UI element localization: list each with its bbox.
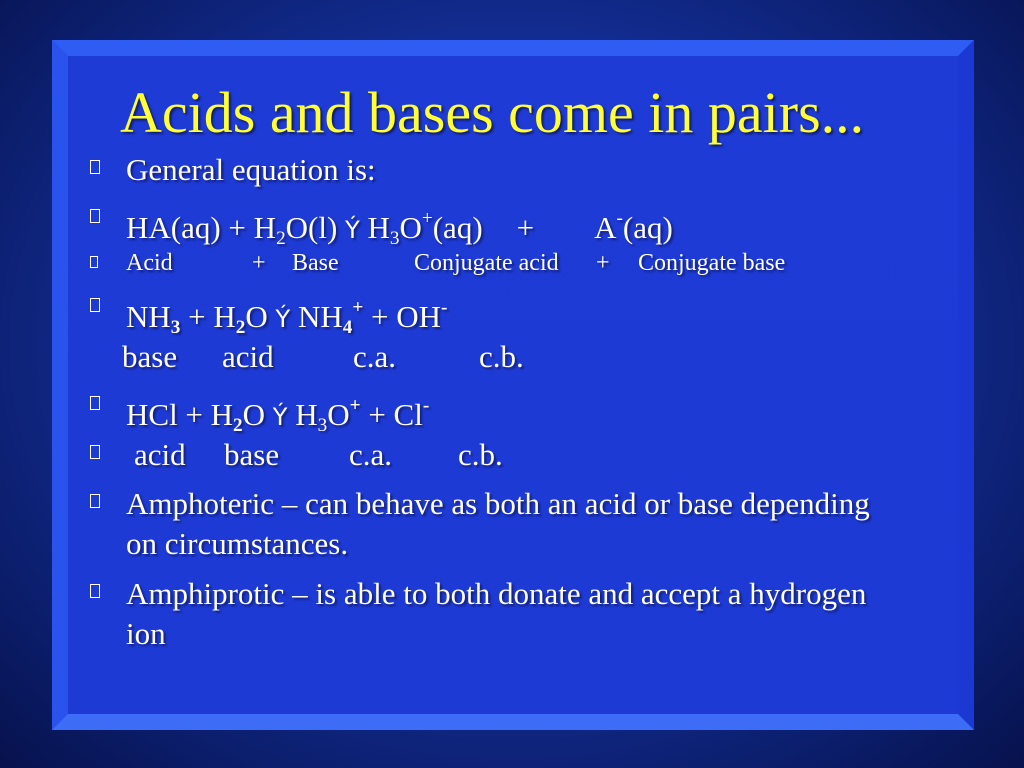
- amphoteric-text: Amphoteric – can behave as both an acid or base depending on circumstances.: [126, 486, 870, 561]
- slide-title: Acids and bases come in pairs...: [120, 80, 865, 145]
- slide-frame: [52, 40, 974, 730]
- equilibrium-arrow-icon: Ý: [345, 216, 360, 244]
- equation-3: HCl + $H_2O$ Ý $H_3O^+ + Cl^-$: [126, 395, 430, 436]
- square-bullet-icon: [90, 494, 100, 508]
- equilibrium-arrow-icon: Ý: [272, 403, 288, 431]
- square-bullet-icon: [90, 160, 100, 174]
- square-bullet-icon: [90, 445, 100, 459]
- square-bullet-icon: [90, 396, 100, 410]
- equation-2: $NH_3 + H_2O$ Ý $NH_4^+ + OH^-$: [126, 297, 448, 338]
- square-bullet-icon: [90, 256, 98, 268]
- bullet-text: General equation is:: [126, 152, 376, 187]
- equilibrium-arrow-icon: Ý: [275, 305, 291, 333]
- square-bullet-icon: [90, 209, 100, 223]
- slide-panel: Acids and bases come in pairs... General equation is: $HA(aq) + H_2O(l)$ Ý $H_3O^+(aq) + A^-(aq)$ Acid + Base Conjugate acid + Conjugate base $NH_3 + H_2O$ Ý $NH_4^+ + OH^-$ base acid c.a. c.b. HCl + $H_2O$ Ý $H_3O^+ + Cl^-$ acid base c.a. c.b. Amphoteric – can behave as both an acid or base depending on circumstances. Amphiprotic – is able to both donate and accept a hydrogen ion: [68, 56, 958, 714]
- square-bullet-icon: [90, 298, 100, 312]
- equation-1: $HA(aq) + H_2O(l)$ Ý $H_3O^+(aq) + A^-(aq)$: [126, 208, 673, 249]
- amphiprotic-text: Amphiprotic – is able to both donate and accept a hydrogen ion: [126, 576, 867, 651]
- square-bullet-icon: [90, 584, 100, 598]
